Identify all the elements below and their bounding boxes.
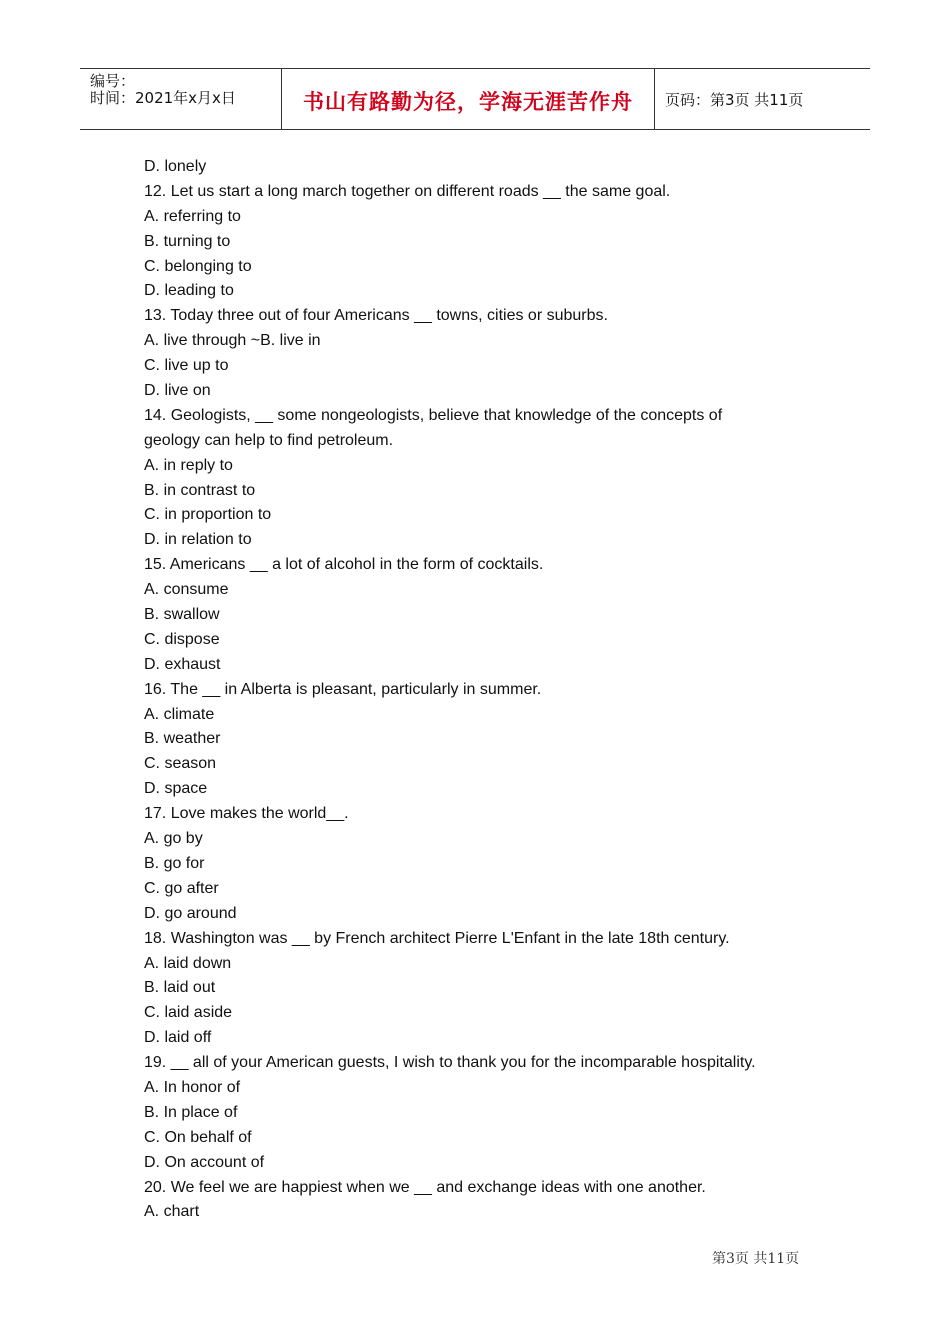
question-list: [144, 155, 824, 1225]
answer-option: B. weather: [144, 730, 221, 748]
question-stem: 14. Geologists, __ some nongeologists, believe that knowledge of the concepts of: [144, 406, 723, 424]
question-stem: 16. The __ in Alberta is pleasant, particularly in summer.: [144, 680, 542, 698]
answer-option: D. On account of: [144, 1153, 265, 1171]
answer-option: A. referring to: [144, 207, 241, 225]
answer-option: A. climate: [144, 705, 215, 723]
answer-option: C. dispose: [144, 630, 220, 648]
answer-option: C. laid aside: [144, 1004, 233, 1022]
answer-option: A. go by: [144, 830, 203, 848]
question-stem: 17. Love makes the world__.: [144, 805, 349, 823]
question-stem-continued: geology can help to find petroleum.: [144, 431, 394, 449]
document-number-label: 编号：: [90, 72, 136, 90]
answer-option: B. In place of: [144, 1103, 238, 1121]
answer-option: B. go for: [144, 854, 205, 872]
header-motto-cell: [282, 69, 655, 129]
answer-option: C. live up to: [144, 357, 229, 375]
question-stem: 19. __ all of your American guests, I wish to thank you for the incomparable hospitality.: [144, 1054, 756, 1072]
footer-page-number: 第3页 共11页: [712, 1251, 800, 1267]
answer-option: B. laid out: [144, 979, 216, 997]
header-info-cell: [80, 69, 282, 129]
answer-option: A. in reply to: [144, 456, 233, 474]
question-stem: 20. We feel we are happiest when we __ and exchange ideas with one another.: [144, 1178, 706, 1196]
header-page-cell: [655, 69, 870, 129]
answer-option: B. in contrast to: [144, 481, 256, 499]
question-stem: 12. Let us start a long march together on different roads __ the same goal.: [144, 182, 671, 200]
answer-option: C. go after: [144, 879, 219, 897]
question-stem: 18. Washington was __ by French architect Pierre L'Enfant in the late 18th century.: [144, 929, 730, 947]
answer-option: A. live through ~B. live in: [144, 332, 321, 350]
answer-option: A. chart: [144, 1203, 200, 1221]
answer-option: D. live on: [144, 382, 211, 400]
document-date-label: 时间：2021年x月x日: [90, 89, 236, 107]
answer-option: D. laid off: [144, 1029, 212, 1047]
answer-option: B. swallow: [144, 606, 220, 624]
text-line: D. lonely: [144, 158, 207, 175]
header-motto: 书山有路勤为径，学海无涯苦作舟: [303, 89, 633, 114]
question-stem: 13. Today three out of four Americans __ towns, cities or suburbs.: [144, 307, 608, 325]
answer-option: D. in relation to: [144, 531, 252, 549]
answer-option: A. In honor of: [144, 1078, 241, 1096]
answer-option: A. laid down: [144, 954, 232, 972]
answer-option: C. in proportion to: [144, 506, 272, 524]
answer-option: D. exhaust: [144, 655, 221, 673]
answer-option: D. space: [144, 780, 208, 798]
answer-option: B. turning to: [144, 232, 231, 250]
answer-option: D. go around: [144, 904, 237, 922]
header-page-number: 页码：第3页 共11页: [665, 91, 804, 109]
question-stem: 15. Americans __ a lot of alcohol in the form of cocktails.: [144, 556, 544, 574]
answer-option: C. On behalf of: [144, 1128, 252, 1146]
answer-option: C. belonging to: [144, 257, 252, 275]
page-header: [80, 68, 870, 130]
answer-option: C. season: [144, 755, 217, 773]
answer-option: D. leading to: [144, 282, 234, 300]
answer-option: A. consume: [144, 581, 229, 599]
